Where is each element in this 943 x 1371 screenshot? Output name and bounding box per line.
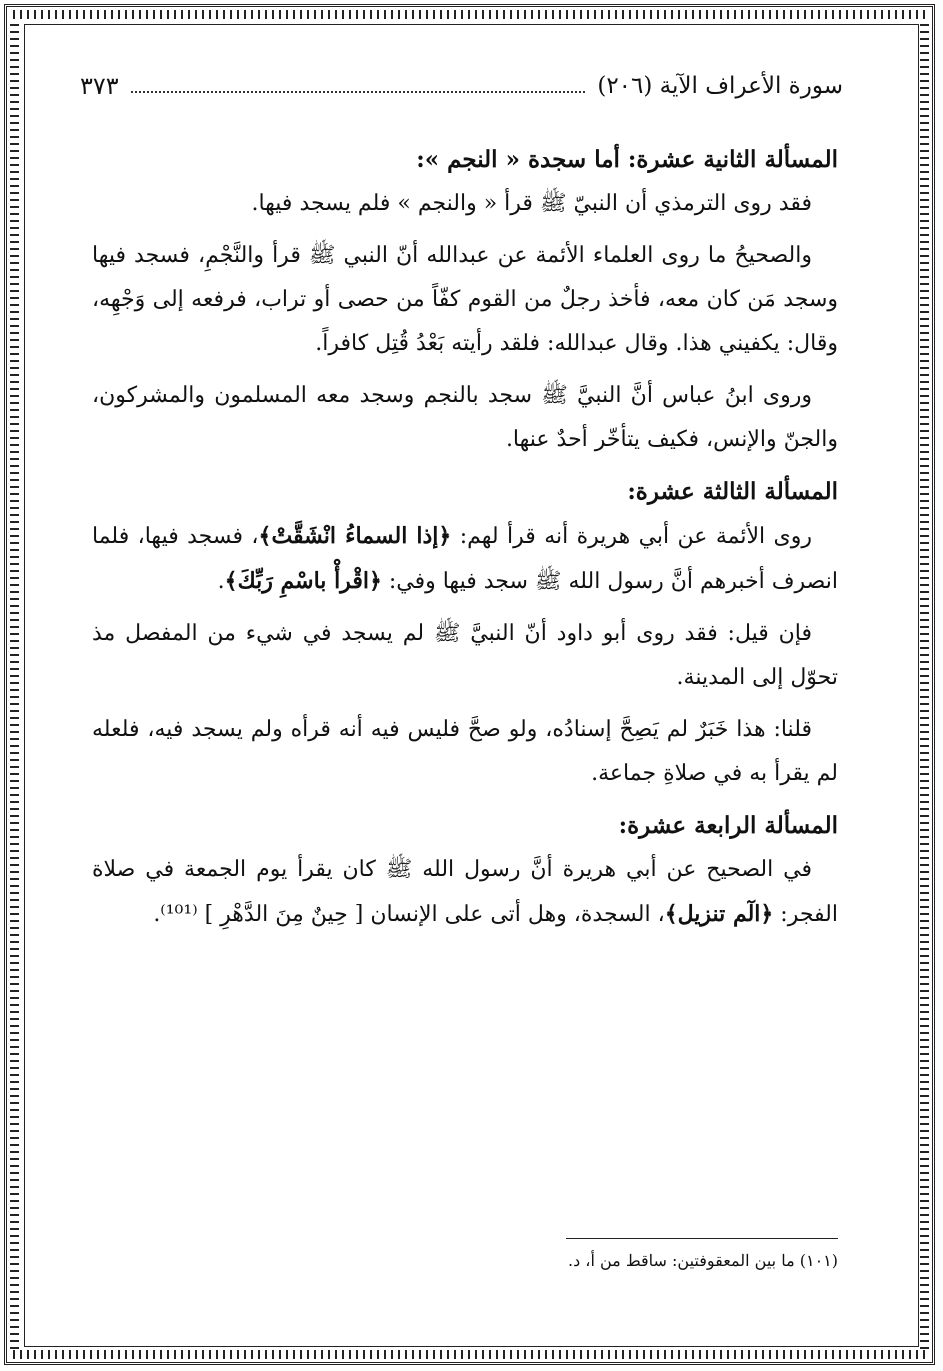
text-run: ، فسجد فيها، فلما انصرف أخبرهم أنَّ رسول الله ﷺ سجد فيها وفي: <box>92 524 838 594</box>
page-body <box>92 138 838 945</box>
header-leader-dots <box>131 79 586 93</box>
heading-issue-14: المسألة الرابعة عشرة: <box>618 812 838 839</box>
page-number: ٣٧٣ <box>80 72 119 100</box>
text-run: في الصحيح عن أبي هريرة أنَّ رسول الله ﷺ كان يقرأ يوم الجمعة في صلاة الفجر: <box>92 857 838 927</box>
text-run: روى الأئمة عن أبي هريرة أنه قرأ لهم: <box>451 524 813 549</box>
text-run: ، السجدة، وهل أتى على الإنسان [ حِينٌ مِنَ الدَّهْرِ ] ⁽¹⁰¹⁾. <box>153 902 665 927</box>
paragraph: فقد روى الترمذي أن النبيّ ﷺ قرأ « والنجم » فلم يسجد فيها. <box>251 191 812 216</box>
heading-issue-12: المسألة الثانية عشرة: أما سجدة « النجم »: <box>416 146 838 173</box>
running-header <box>80 68 843 104</box>
paragraph: قلنا: هذا خَبَرٌ لم يَصِحَّ إسنادُه، ولو صحَّ فليس فيه أنه قرأه ولم يسجد فيه، فلعله لم يقرأ به في صلاةِ جماعة. <box>92 717 838 786</box>
quran-verse: ﴿الٓم تنزيل﴾ <box>664 901 774 927</box>
paragraph: فإن قيل: فقد روى أبو داود أنّ النبيَّ ﷺ لم يسجد في شيء من المفصل مذ تحوّل إلى المدينة. <box>92 621 838 690</box>
paragraph <box>92 514 838 604</box>
paragraph: والصحيحُ ما روى العلماء الأئمة عن عبدالله أنّ النبي ﷺ قرأ والنَّجْمِ، فسجد فيها وسجد مَن كان معه، فأخذ رجلٌ من القوم كفّاً من حصى أو تراب، فرفعه إلى وَجْهِه، وقال: يكفيني هذا. وقال عبدالله: فلقد رأيته بَعْدُ قُتِل كافراً. <box>92 243 838 356</box>
header-title: سورة الأعراف الآية (٢٠٦) <box>597 73 843 99</box>
quran-verse: ﴿اقْرأْ باسْمِ رَبِّكَ﴾ <box>224 568 382 594</box>
footnote: (١٠١) ما بين المعقوفتين: ساقط من أ، د. <box>568 1251 838 1270</box>
quran-verse: ﴿إذا السماءُ انْشَقَّتْ﴾ <box>258 523 452 549</box>
footnote-separator <box>566 1238 838 1239</box>
paragraph: وروى ابنُ عباس أنَّ النبيَّ ﷺ سجد بالنجم وسجد معه المسلمون والمشركون، والجنّ والإنس، فكيف يتأخّر أحدٌ عنها. <box>92 383 838 452</box>
heading-issue-13: المسألة الثالثة عشرة: <box>627 478 838 505</box>
paragraph <box>92 848 838 937</box>
text-run: . <box>217 569 225 594</box>
